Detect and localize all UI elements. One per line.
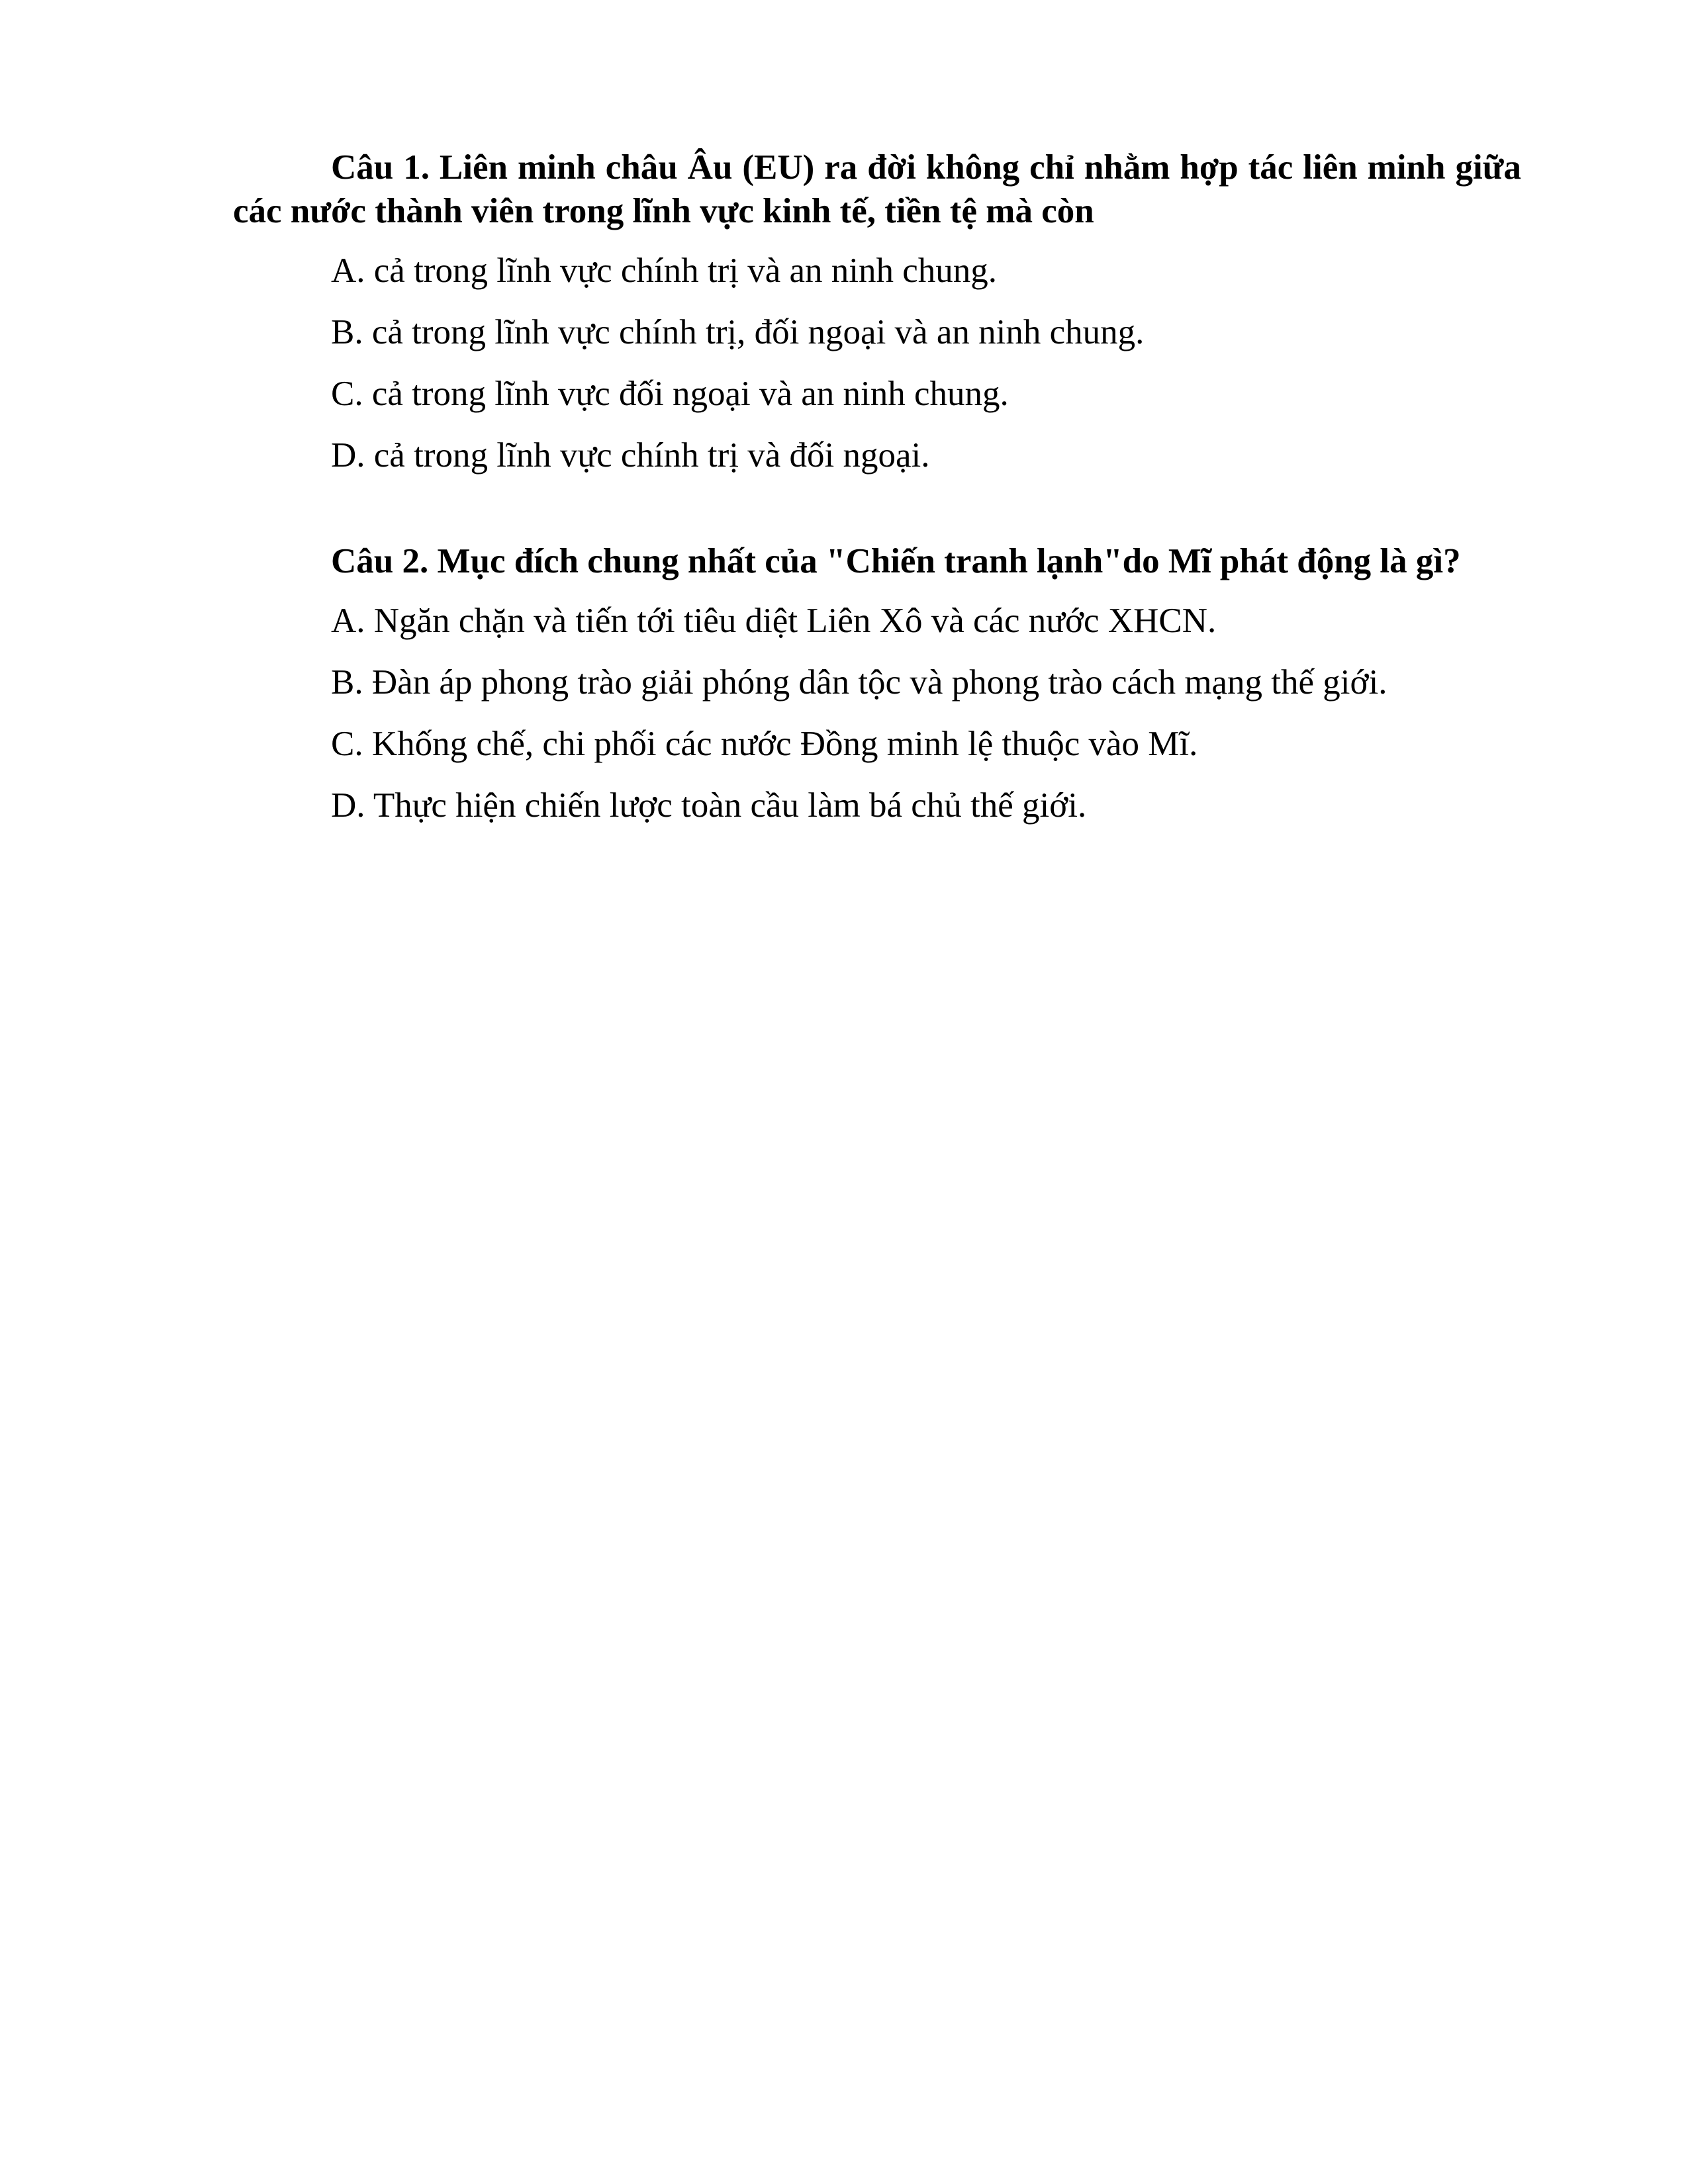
answer-option-a: A. cả trong lĩnh vực chính trị và an ninh chung. [331, 251, 998, 290]
question-list [233, 146, 1521, 845]
answer-options [233, 599, 1521, 827]
question-stem: Câu 2. Mục đích chung nhất của "Chiến tranh lạnh"do Mĩ phát động là gì? [331, 542, 1461, 580]
question-2 [233, 539, 1521, 827]
question-1 [233, 146, 1521, 477]
answer-option-d: D. Thực hiện chiến lược toàn cầu làm bá chủ thế giới. [331, 786, 1087, 825]
answer-option-b: B. cả trong lĩnh vực chính trị, đối ngoại và an ninh chung. [331, 313, 1145, 351]
answer-option-a: A. Ngăn chặn và tiến tới tiêu diệt Liên Xô và các nước XHCN. [331, 602, 1217, 640]
answer-option-b: B. Đàn áp phong trào giải phóng dân tộc và phong trào cách mạng thế giới. [331, 663, 1387, 702]
answer-option-c: C. cả trong lĩnh vực đối ngoại và an ninh chung. [331, 375, 1009, 413]
answer-options [233, 249, 1521, 477]
answer-option-d: D. cả trong lĩnh vực chính trị và đối ngoại. [331, 436, 930, 475]
answer-option-c: C. Khống chế, chi phối các nước Đồng minh lệ thuộc vào Mĩ. [331, 725, 1198, 763]
question-stem: Câu 1. Liên minh châu Âu (EU) ra đời không chỉ nhằm hợp tác liên minh giữa các nước thành viên trong lĩnh vực kinh tế, tiền tệ mà còn [233, 148, 1521, 230]
